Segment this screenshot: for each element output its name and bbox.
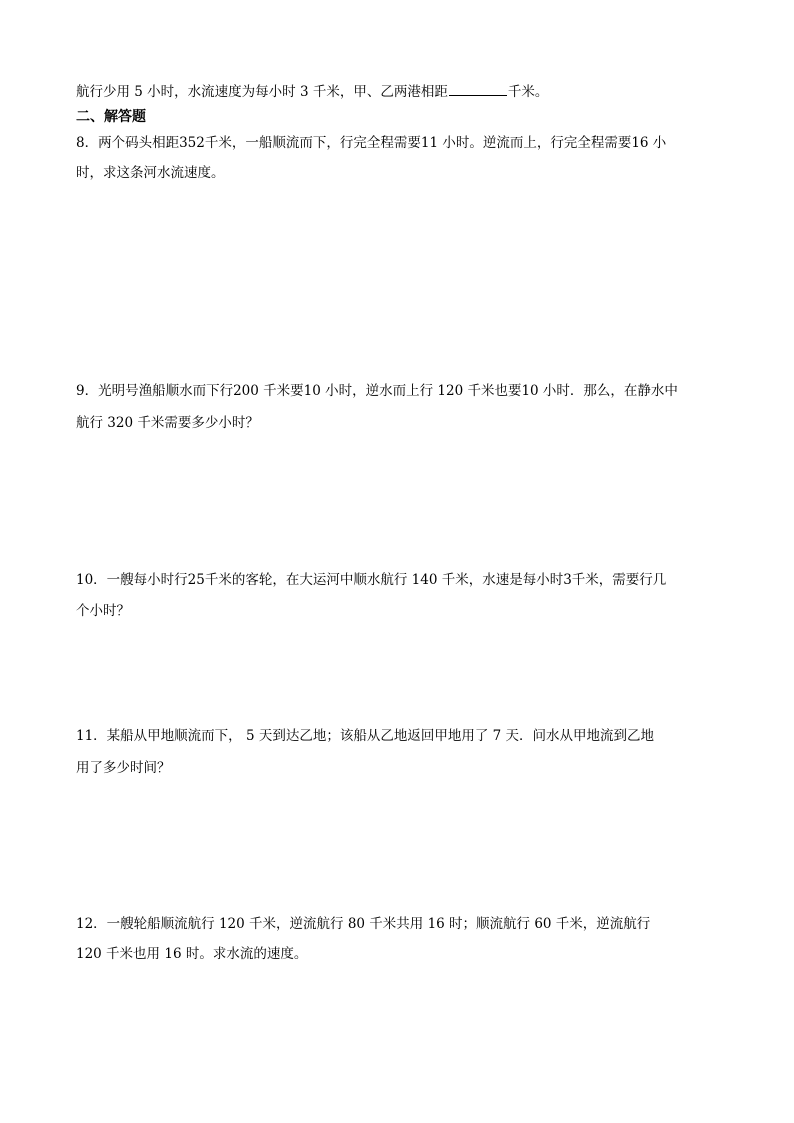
q12-line-2: 120 千米也用 16 时。求水流的速度。 [76,946,308,962]
q12-line-1: 12．一艘轮船顺流航行 120 千米，逆流航行 80 千米共用 16 时；顺流航行 60 千米，逆流航行 [76,916,651,932]
q11-line-1: 11．某船从甲地顺流而下， 5 天到达乙地；该船从乙地返回甲地用了 7 天．问水从甲地流到乙地 [76,728,655,744]
q8-line-1: 8．两个码头相距352千米，一船顺流而下，行完全程需要11 小时。逆流而上，行完全程需要16 小 [76,135,667,151]
q11-answer-space[interactable] [76,785,716,905]
q9-line-1: 9．光明号渔船顺水而下行200 千米要10 小时，逆水而上行 120 千米也要10 小时．那么，在静水中 [76,383,678,399]
q9-line-2: 航行 320 千米需要多少小时？ [76,415,259,431]
q12-answer-space[interactable] [76,972,716,1102]
q8-answer-space[interactable] [76,190,716,370]
section-heading: 二、解答题 [76,109,146,125]
q7-answer-blank[interactable] [449,81,507,96]
q10-answer-space[interactable] [76,628,716,718]
q10-line-1: 10．一艘每小时行25千米的客轮，在大运河中顺水航行 140 千米，水速是每小时3千米，需要行几 [76,572,667,588]
q10-line-2: 个小时？ [76,603,130,619]
q7-text-line [76,81,548,102]
q9-answer-space[interactable] [76,440,716,560]
q7-text-part2: 千米。 [507,84,549,100]
q7-text-part1: 航行少用 5 小时，水流速度为每小时 3 千米，甲、乙两港相距 [76,84,448,100]
q8-line-2: 时，求这条河水流速度。 [76,165,225,181]
q11-line-2: 用了多少时间？ [76,760,171,776]
